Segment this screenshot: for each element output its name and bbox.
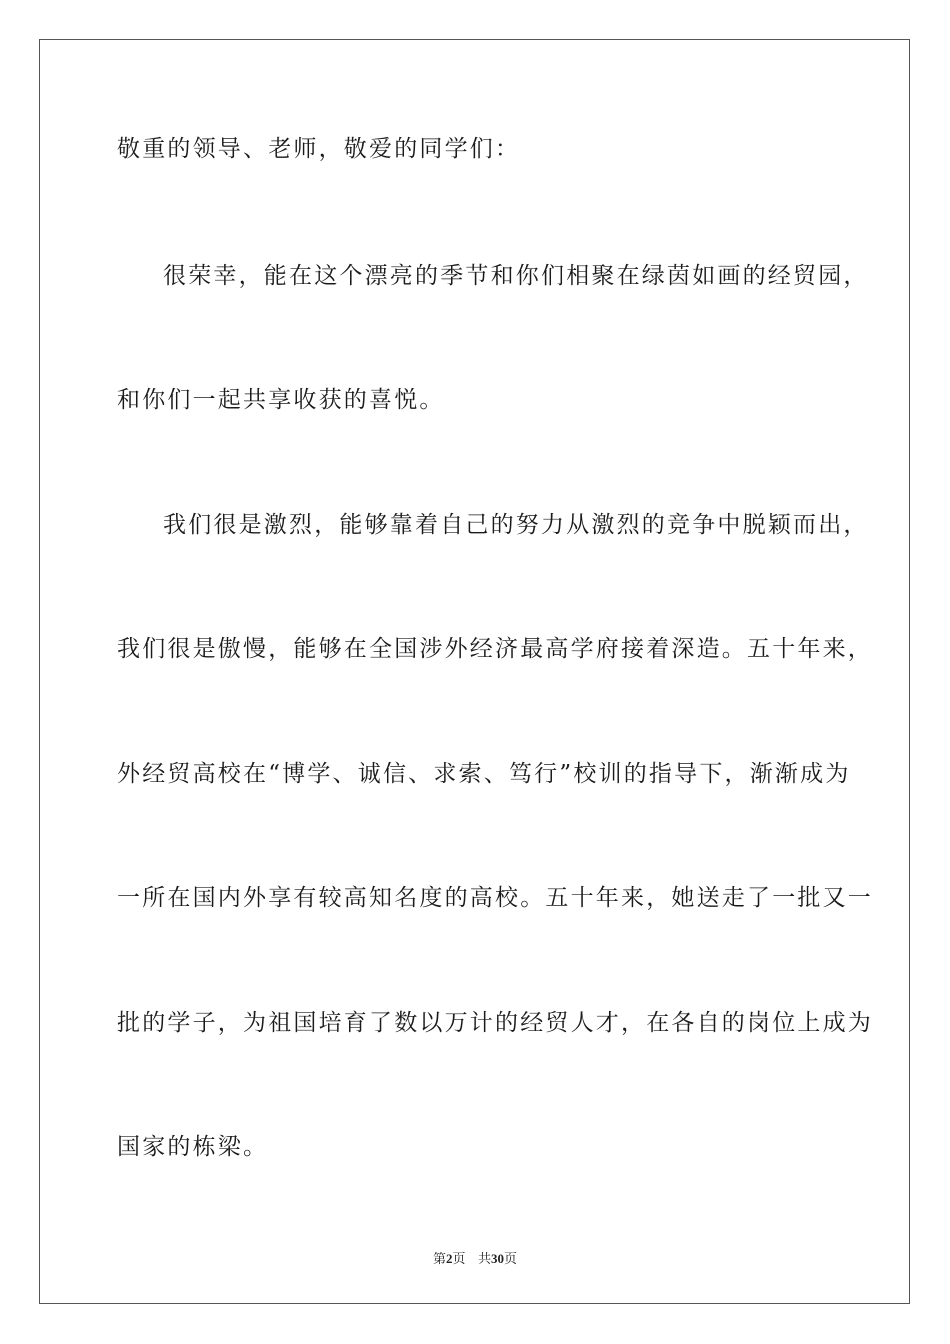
footer-page-number: 2 <box>446 1251 453 1266</box>
paragraph-2-line-5: 批的学子，为祖国培育了数以万计的经贸人才，在各自的岗位上成为 <box>117 1010 873 1036</box>
page-footer <box>0 1248 950 1267</box>
paragraph-2-line-2: 我们很是傲慢，能够在全国涉外经济最高学府接着深造。五十年来， <box>117 636 873 662</box>
paragraph-1-line-2: 和你们一起共享收获的喜悦。 <box>117 387 445 413</box>
footer-page-suffix: 页 <box>452 1252 466 1267</box>
paragraph-1-line-1: 很荣幸，能在这个漂亮的季节和你们相聚在绿茵如画的经贸园， <box>163 263 869 289</box>
page-border <box>39 39 910 1304</box>
footer-total-suffix: 页 <box>503 1252 517 1267</box>
salutation-line: 敬重的领导、老师，敬爱的同学们： <box>117 136 521 162</box>
paragraph-2-line-6: 国家的栋梁。 <box>117 1134 269 1160</box>
paragraph-2-line-4: 一所在国内外享有较高知名度的高校。五十年来，她送走了一批又一 <box>117 885 873 911</box>
footer-total-prefix: 共 <box>477 1252 491 1267</box>
footer-page-prefix: 第 <box>433 1252 447 1267</box>
paragraph-2-line-1: 我们很是激烈，能够靠着自己的努力从激烈的竞争中脱颖而出， <box>163 512 869 538</box>
footer-total-number: 30 <box>490 1251 504 1266</box>
paragraph-2-line-3: 外经贸高校在“博学、诚信、求索、笃行”校训的指导下，渐渐成为 <box>117 761 851 787</box>
